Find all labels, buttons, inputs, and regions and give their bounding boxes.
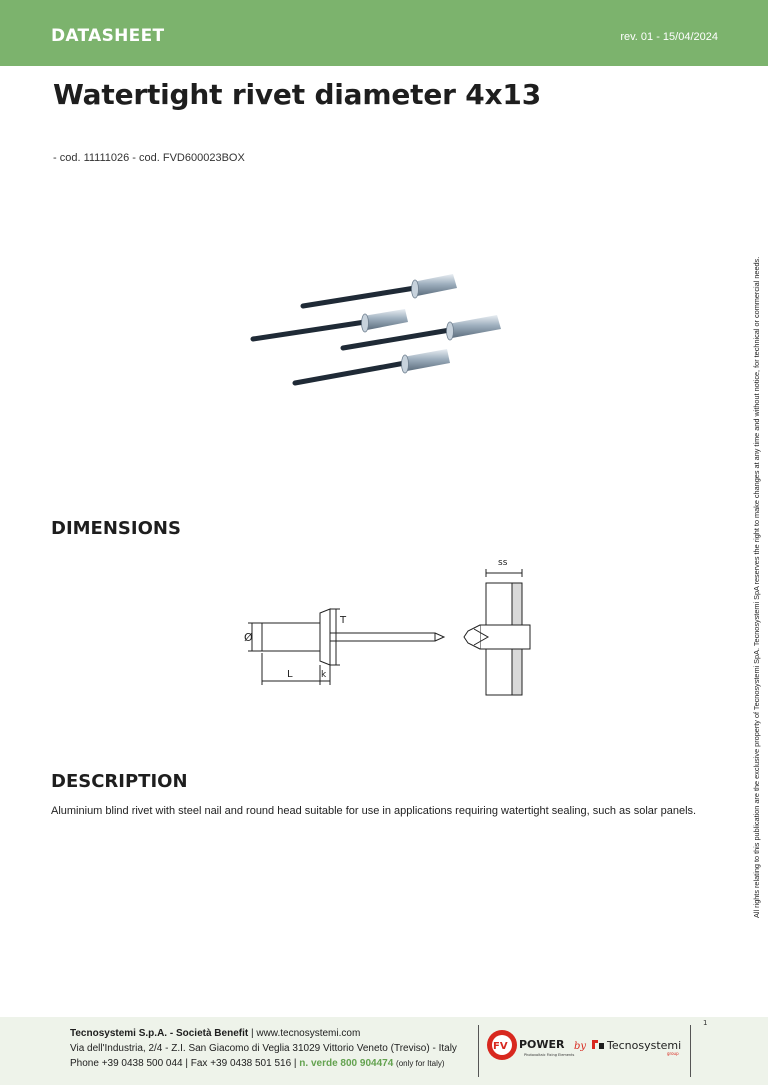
rights-notice: All rights relating to this publication are the exclusive property of Tecnosystemi SpA. Tecnosystemi SpA reserves the right to make changes at any time and without notice, for technical or commercial needs. — [752, 256, 761, 918]
fv-power-logo — [487, 1030, 575, 1060]
rivet-1 — [303, 274, 457, 306]
description-text: Aluminium blind rivet with steel nail and round head suitable for use in applications requiring watertight sealing, such as solar panels. — [51, 805, 697, 817]
page-title: Watertight rivet diameter 4x13 — [53, 78, 541, 111]
footer-divider-left — [478, 1025, 479, 1077]
header-bar — [0, 0, 768, 66]
by-text: by — [574, 1041, 587, 1052]
product-photo — [245, 262, 515, 392]
l-label: L — [287, 669, 293, 680]
page-number: 1 — [703, 1019, 708, 1027]
fax-number: Fax +39 0438 501 516 — [190, 1058, 292, 1069]
k-label: k — [321, 670, 327, 680]
tecnosystemi-logo — [592, 1039, 681, 1056]
ss-label: ss — [498, 558, 508, 568]
brand-logos — [486, 1025, 686, 1065]
website-link[interactable]: www.tecnosystemi.com — [256, 1028, 361, 1039]
dimension-drawing — [228, 553, 548, 703]
dimensions-heading: DIMENSIONS — [51, 518, 181, 539]
rivet-installed-view — [464, 569, 530, 695]
svg-text:FV: FV — [493, 1041, 508, 1052]
product-codes: - cod. 11111026 - cod. FVD600023BOX — [53, 152, 245, 164]
t-label: T — [340, 615, 347, 626]
datasheet-label: DATASHEET — [51, 26, 165, 46]
svg-text:group: group — [667, 1051, 679, 1056]
rivet-2 — [253, 309, 408, 339]
footer-divider-right — [690, 1025, 691, 1077]
company-name: Tecnosystemi S.p.A. - Società Benefit — [70, 1028, 249, 1039]
svg-text:Tecnosystemi: Tecnosystemi — [607, 1039, 682, 1052]
toll-free-number: n. verde 800 904474 — [299, 1058, 394, 1069]
svg-text:Photovoltaic Fixing Elements: Photovoltaic Fixing Elements — [524, 1053, 575, 1057]
diameter-label: Ø — [244, 631, 253, 644]
toll-free-note: (only for Italy) — [396, 1059, 445, 1068]
revision-date: rev. 01 - 15/04/2024 — [620, 31, 718, 43]
description-heading: DESCRIPTION — [51, 771, 188, 792]
rivet-4 — [295, 349, 450, 383]
footer-address-block: Tecnosystemi S.p.A. - Società Benefit | www.tecnosystemi.com Via dell'Industria, 2/4 - Z.I. San Giacomo di Veglia 31029 Vittorio Veneto (Treviso) - Italy Phone +39 0438 500 044 | Fax +39 0438 501 516 | n. verde 800 904474 (only for Italy) — [70, 1028, 457, 1069]
phone-number: Phone +39 0438 500 044 — [70, 1058, 183, 1069]
svg-text:POWER: POWER — [519, 1038, 565, 1051]
company-address: Via dell'Industria, 2/4 - Z.I. San Giacomo di Veglia 31029 Vittorio Veneto (Treviso) - Italy — [70, 1043, 457, 1054]
